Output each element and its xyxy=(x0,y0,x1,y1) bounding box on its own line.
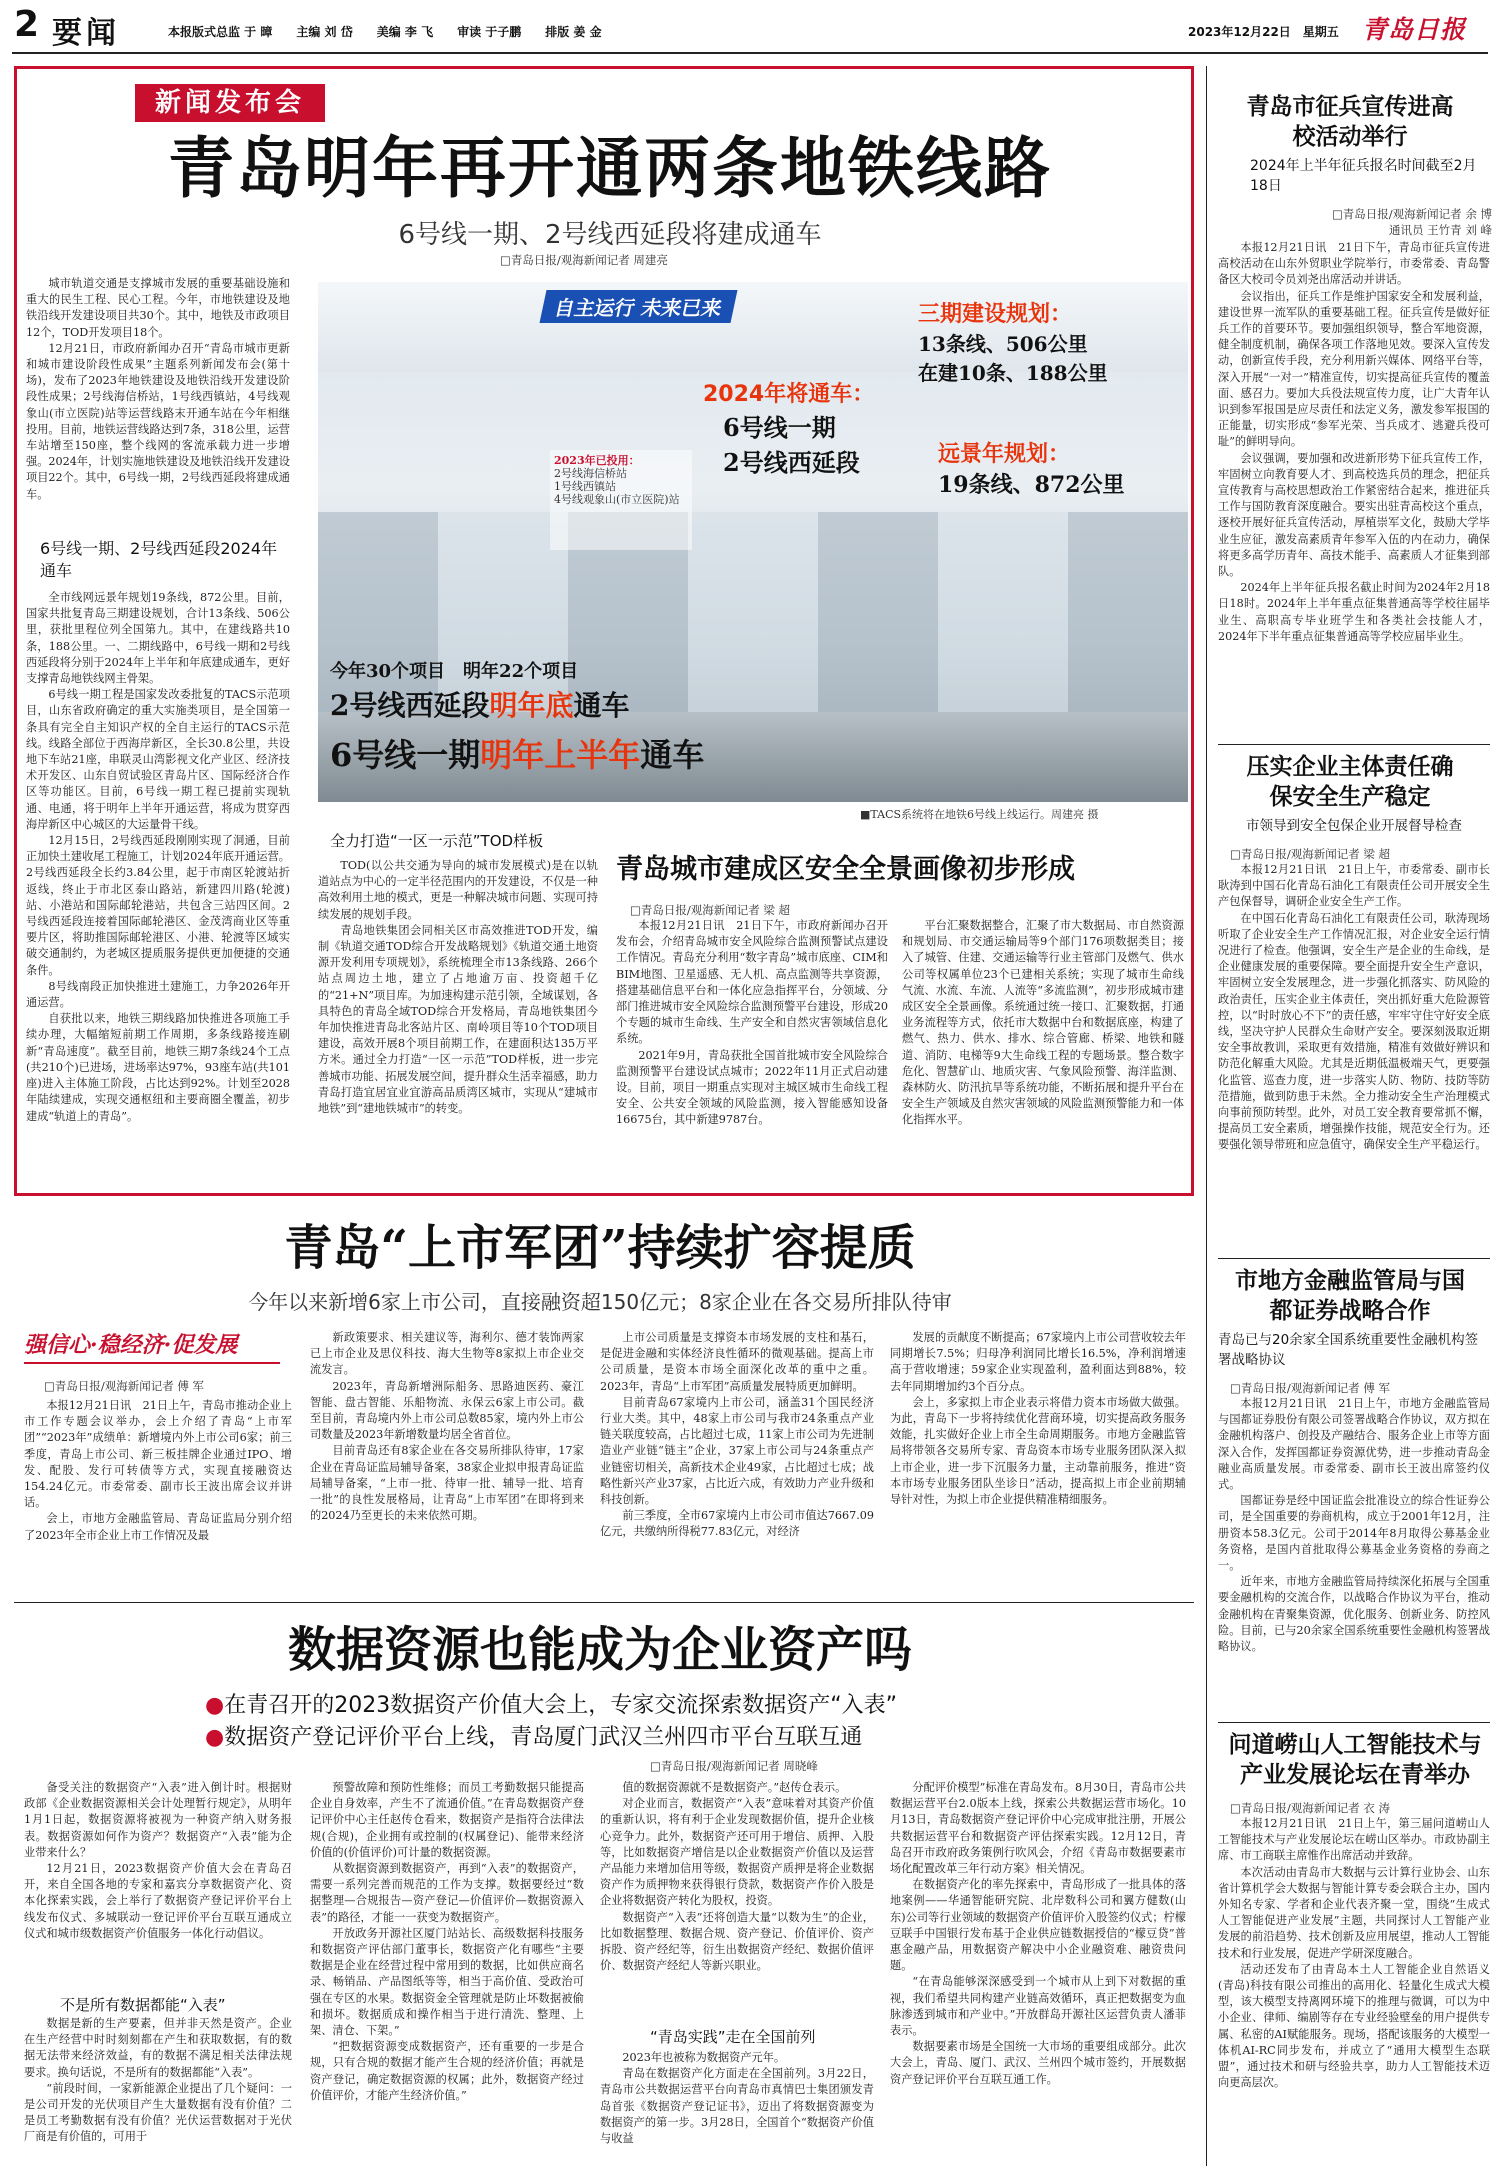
listing-tag-rule xyxy=(24,1362,280,1364)
listing-col1: 本报12月21日讯 21日上午，青岛市推动企业上市工作专题会议举办，会上介绍了青岛“上市军团”“2023年”成绩单：新增境内外上市公司6家；前三季度，青岛上市公司、新三板挂牌企业通过IPO、增发、配股、发行可转债等方式，实现直接融资达154.24亿元。市委常委、副市长王波出席会议并讲话。 会上，市地方金融监管局、青岛证监局分别介绍了2023年全市企业上市工作情况及最 xyxy=(24,1399,292,1542)
side1-byline: □青岛日报/观海新闻记者 余 博 通讯员 王竹青 刘 峰 xyxy=(1331,207,1492,237)
newspaper-logo: 青岛日报 xyxy=(1362,15,1467,44)
masthead xyxy=(0,0,1500,56)
data-byline: □青岛日报/观海新闻记者 周晓峰 xyxy=(650,1759,818,1773)
data-subheading-1: 不是所有数据都能“入表” xyxy=(60,1996,226,2014)
listing-byline: □青岛日报/观海新闻记者 傅 军 xyxy=(44,1379,205,1393)
side3-byline: □青岛日报/观海新闻记者 傅 军 xyxy=(1230,1381,1391,1395)
data-headline: 数据资源也能成为企业资产吗 xyxy=(287,1622,912,1678)
listing-tag: 强信心·稳经济·促发展 xyxy=(24,1332,238,1358)
side1-headline: 青岛市征兵宣传进高校活动举行 xyxy=(1246,93,1454,150)
projects-count: 今年30个项目 明年22个项目 xyxy=(330,661,579,682)
lead-headline: 青岛明年再开通两条地铁线路 xyxy=(168,129,1052,207)
line6-opening: 6号线一期明年上半年通车 xyxy=(330,736,705,774)
lead-col1b-text: 全市线网远景年规划19条线，872公里。目前，国家共批复青岛三期建设规划，合计13条线、506公里，获批里程位列全国第九。其中，在建线路共10条，188公里。一、二期线路中，6号线一期和2号线西延段将分别于2024年上半年和年底建成通车，更好支撑青岛地铁线网主骨架。 6号线一期工程是国家发改委批复的TACS示范项目，山东省政府确定的重大实施类项目，是全国第一条具有完全自主知识产权的全自主运行的TACS示范线。线路全部位于西海岸新区，全长30.8公里，共设地下车站21座，串联灵山湾影视文化产业区、经济技术开发区、山东自贸试验区青岛片区、国际经济合作区等功能区。目前，6号线一期工程已提前实现轨通、电通，将于明年上半年开通运营，将成为贯穿西海岸新区中心城区的大运量骨干线。 12月15日，2号线西延段刚刚实现了洞通，目前正加快土建收尾工程施工，计划2024年底开通运营。2号线西延段全长约3.84公里，起于市南区轮渡站折返线，终止于市北区泰山路站，新建四川路(轮渡)站、小港站和国际邮轮港站，共包含三站四区间。2号线西延段连接着国际邮轮港区、金茂湾商业区等重要片区，将助推国际邮轮港区、小港、轮渡等区域实破交通制约，为老城区提质服务提供更加便捷的交通条件。 8号线南段正加快推进土建施工，力争2026年开通运营。 自获批以来，地铁三期线路加快推进各项施工手续办理，大幅缩短前期工作周期，多条线路接连刷新“青岛速度”。截至目前，地铁三期7条线24个工点(共210个)已进场，进场率达97%，93座车站(共101座)进入主体施工阶段，占比达到92%。计划至2028年陆续建成，实现交通枢纽和主要商圈全覆盖，初步建成“轨道上的青岛”。 xyxy=(26,591,290,1123)
data-col1: 备受关注的数据资产“入表”进入倒计时。根据财政部《企业数据资源相关会计处理暂行规定》，从明年1月1日起，数据资源将被视为一种资产纳入财务报表。数据资源如何作为资产？数据资产“入表”能为企业带来什么？ 12月21日，2023数据资产价值大会在青岛召开，来自全国各地的专家和嘉宾分享数据资产化、资本化探索实践，会上举行了数据资产登记评价平台上线发布仪式、多城联动一登记评价平台互联互通成立仪式和城市级数据资产价值服务一体化行动倡议。 xyxy=(24,1781,292,1940)
side2-byline: □青岛日报/观海新闻记者 梁 超 xyxy=(1230,847,1391,861)
side4-text: 本报12月21日讯 21日上午，第三届问道崂山人工智能技术与产业发展论坛在崂山区举办。市政协副主席、市工商联主席惟作出席活动并致辞。 本次活动由青岛市大数据与云计算行业协会、山东省计算机学会大数据与智能计算专委会联合主办，国内外知名专家、学者和企业代表齐聚一堂，围绕“生成式人工智能促进产业发展”主题，共同探讨人工智能产业发展的前沿趋势、技术创新及应用展望，推动人工智能技术和行业发展，促进产学研深度融合。 活动还发布了由青岛本土人工智能企业自然语义(青岛)科技有限公司推出的高用化、轻量化生成式大模型，该大模型支持离网环境下的推理与微调，可以为中小企业、律师、编剧等存在专业经验壁垒的用户提供专属、私密的AI赋能服务。现场，搭配该服务的大模型一体机AI-RC同步发布，并成立了“通用大模型生态联盟”，通过技术和研与经验共享，助力人工智能技术迈向更高层次。 xyxy=(1218,1817,1490,2090)
masthead-rule xyxy=(12,52,1488,54)
far-plan-box: 远景年规划： 19条线、872公里 xyxy=(938,442,1125,498)
data-col4: 分配评价模型”标准在青岛发布。8月30日，青岛市公共数据运营平台2.0版本上线，探索公共数据运营市场化。10月13日，青岛数据资产登记评价中心完成审批注册，开展公共数据运营平台和数据资产评估探索实践。12月12日，青岛召开市政府政务策例行吹风会，介绍《青岛市数据要素市场化配置改革三年行动方案》相关情况。 在数据资产化的率先探索中，青岛形成了一批具体的落地案例——华通智能研究院、北岸数科公司和翼方健数(山东)公司等行业领域的数据资产价值评价入股签约仪式；柠檬豆联手中国银行发布基于企业供应链数据授信的“檬豆贷”普惠金融产品，用数据资产解决中小企业融资难、融资贵问题。 “在青岛能够深深感受到一个城市从上到下对数据的重视，我们希望共同构建产业链高效循环，真正把数据变为血脉渗透到城市和产业中。”开放群岛开源社区运营负责人潘菲表示。 数据要素市场是全国统一大市场的重要组成部分。此次大会上，青岛、厦门、武汉、兰州四个城市签约，开展数据资产登记评价平台互联互通工作。 xyxy=(890,1781,1186,2086)
side-rule-3 xyxy=(1218,1722,1490,1723)
data-col1b: 数据是新的生产要素，但并非天然是资产。企业在生产经营中时时刻刻都在产生和获取数据，有的数据无法带来经济效益，有的数据不满足相关法律法规要求。换句话说，不是所有的数据都能“入表”。 “前段时间，一家新能源企业提出了几个疑问：一是公司开发的光伏项目产生大量数据有没有价值？二是员工考勤数据有没有价值？光伏运营数据对于光伏厂商是有价值的，可用于 xyxy=(24,2017,292,2144)
section-name: 要闻 xyxy=(52,16,120,51)
listing-col4: 发展的贡献度不断提高；67家境内上市公司营收较去年同期增长7.5%；归母净利润同比增长16.5%，净利润增速高于营收增速；59家企业实现盈利，盈利面达到88%，较去年同期增加约3个百分点。 会上，多家拟上市企业表示将借力资本市场做大做强。为此，青岛下一步将持续优化营商环境，切实提高政务服务效能，扎实做好企业上市全生命周期服务。市地方金融监管局将带领各交易所专家、青岛资本市场专业服务团队深入拟上市企业，进一步下沉服务力量，主动靠前服务，推进“资本市场专业服务团队坐诊日”活动，提高拟上市企业前期辅导针对性，为拟上市企业提供精准精细服务。 xyxy=(890,1331,1186,1507)
safety-col1: 本报12月21日讯 21日下午，市政府新闻办召开发布会，介绍青岛城市安全风险综合监测预警试点建设工作情况。青岛充分利用“数字青岛”城市底座、CIM和BIM地图、卫星遥感、无人机、高点监测等共享资源，搭建基础信息平台和一体化应急指挥平台，分领域、分部门推进城市安全风险综合监测预警平台建设，形成20个专题的城市生命线、生产安全和自然灾害领域信息化系统。 2021年9月，青岛获批全国首批城市安全风险综合监测预警平台建设试点城市；2022年11月正式启动建设。目前，项目一期重点实现对主城区城市生命线工程安全、公共安全领域的风险监测，接入智能感知设备16675台，其中新建9787台。 xyxy=(616,919,888,1127)
listing-col2: 新政策要求、相关建议等，海利尔、德才装饰两家已上市企业及思仪科技、海大生物等8家拟上市企业交流发言。 2023年，青岛新增洲际船务、思路迪医药、豪江智能、盘古智能、乐船物流、永保云6家上市公司。截至目前，青岛境内外上市公司总数85家，境内外上市公司数量及2023年新增数量均居全省首位。 目前青岛还有8家企业在各交易所排队待审，17家企业在青岛证监局辅导备案，38家企业拟申报青岛证监局辅导备案，“上市一批、待审一批、辅导一批、培育一批”的良性发展格局，让青岛“上市军团”在即将到来的2024乃至更长的未来依然可期。 xyxy=(310,1331,584,1523)
lead-col2-text: TOD(以公共交通为导向的城市发展模式)是在以轨道站点为中心的一定半径范围内的开发建设，不仅是一种高效利用土地的模式，更是一种解决城市问题、实现可持续发展的规划手段。 青岛地铁集团会同相关区市高效推进TOD开发，编制《轨道交通TOD综合开发战略规划》《轨道交通土地资源开发利用专项规划》，系统梳理全市13条线路、266个站点周边土地，建立了占地逾万亩、投资超千亿的“21+N”项目库。为加速构建示范引领，全域谋划，各具特色的青岛全域TOD综合开发格局，青岛地铁集团今年加快推进青岛北客站片区、南岭项目等10个TOD项目建设，高效开展8个项目前期工作，在建面积达135万平方米。通过全力打造“一区一示范”TOD样板，进一步完善城市功能、拓展发展空间，提升群众生活幸福感，助力青岛打造宜居宜业宜游高品质湾区城市，实现从“建城市地铁”到“建地铁城市”的转变。 xyxy=(318,859,598,1116)
side2-text: 本报12月21日讯 21日上午，市委常委、副市长耿涛到中国石化青岛石油化工有限责任公司开展安全生产包保督导，调研企业安全生产工作。 在中国石化青岛石油化工有限责任公司，耿涛现场听取了企业安全生产工作情况汇报，对企业安全运行情况进行了检查。他强调，安全生产是企业的生命线，是企业健康发展的重要保障。要全面提升安全生产意识，牢固树立安全发展理念，进一步强化抓落实、防风险的政治责任，压实企业主体责任，突出抓好重大危险源管控，以“时时放心不下”的责任感，牢牢守住守好安全底线，坚决守护人民群众生命财产安全。要深刻汲取近期安全事故教训，采取更有效措施，精准有效做好辨识和防范化解重大风险。尤其是近期低温极端天气，更要强化监管、巡查力度，进一步落实人防、物防、技防等防范措施，做到防患于未然。全力推动安全生产治理模式向事前预防转型。此外，对员工安全教育要常抓不懈，提高员工安全素质，增强操作技能，规范安全行为。还要强化领导带班和应急值守，确保安全生产平稳运行。 xyxy=(1218,863,1490,1152)
photo-caption: ■TACS系统将在地铁6号线上线运行。周建亮 摄 xyxy=(860,808,1099,821)
side4-headline: 问道崂山人工智能技术与产业发展论坛在青举办 xyxy=(1228,1731,1482,1788)
data-bullet-1: ●在青召开的2023数据资产价值大会上，专家交流探索数据资产“入表” xyxy=(205,1693,897,1718)
safety-col2: 平台汇聚数据整合，汇聚了市大数据局、市自然资源和规划局、市交通运输局等9个部门176项数据类目；接入了城管、住建、交通运输等行业主管部门及燃气、供水公司等权属单位23个已建相关系统；实现了城市生命线气流、水流、车流、人流等“多流监测”，初步形成城市建成区安全全景画像。系统通过统一接口、汇聚数据，打通业务流程等方式，依托市大数据中台和数据底座，构建了燃气、热力、供水、排水、综合管廊、桥梁、地铁和隧道、消防、电梯等9大生命线工程的专题场景。整合数字危化、智慧矿山、地质灾害、气象风险预警、海洋监测、森林防火、防汛抗旱等系统功能，不断拓展和提升平台在安全生产领域及自然灾害领域的风险监测预警能力和一体化指挥水平。 xyxy=(902,919,1184,1127)
lead-byline: □青岛日报/观海新闻记者 周建亮 xyxy=(500,253,668,267)
listing-col3: 上市公司质量是支撑资本市场发展的支柱和基石，是促进金融和实体经济良性循环的微观基础。提高上市公司质量，是资本市场全面深化改革的重中之重。2023年，青岛“上市军团”高质量发展特质更加鲜明。 目前青岛67家境内上市公司，涵盖31个国民经济行业大类。其中，48家上市公司与我市24条重点产业链关联度较高，占比超过七成，11家上市公司为先进制造业产业链“链主”企业，37家上市公司与24条重点产业链密切相关，高新技术企业49家，占比超过七成；战略性新兴产业37家，占比近六成，有效助力产业升级和科技创新。 前三季度，全市67家境内上市公司市值达7667.09亿元，共缴纳所得税77.83亿元，对经济 xyxy=(600,1331,874,1539)
side2-headline: 压实企业主体责任确保安全生产稳定 xyxy=(1246,753,1454,810)
press-conference-tag: 新闻发布会 xyxy=(135,84,325,122)
data-col3: 值的数据资源就不是数据资产。”赵传仓表示。 对企业而言，数据资产“入表”意味着对其资产价值的重新认识，将有利于企业发现数据价值，提升企业核心竞争力。此外，数据资产还可用于增信、质押、入股等，比如数据资产增信是以企业数据资产价值以及运营产品能力来增加信用等级，数据资产质押是将企业数据资产作为质押物来获得银行贷款，数据资产作价入股是企业将数据资产转化为股权，投资。 数据资产“入表”还将创造大量“以数为生”的企业，比如数据整理、数据合规、资产登记、价值评价、资产拆股、资产经纪等，衍生出数据资产经纪、数据价值评价、数据资产经纪人等新兴职业。 xyxy=(600,1781,874,1973)
lead-col1-text: 城市轨道交通是支撑城市发展的重要基础设施和重大的民生工程、民心工程。今年，市地铁建设及地铁沿线开发建设项目共30个。其中，地铁及市政项目12个，TOD开发项目18个。 12月21日，市政府新闻办召开“青岛市城市更新和城市建设阶段性成果”主题系列新闻发布会(第十场)，发布了2023年地铁建设及地铁沿线开发建设阶段性成果；2号线海信桥站，1号线西镇站，4号线观象山(市立医院)站等运营线路末开通车站在今年相继投用。目前，地铁运营线路达到7条，318公里，运营车站增至150座，整个线网的客流承载力进一步增强。2024年，计划实施地铁建设及地铁沿线开发建设项目22个。其中，6号线一期，2号线西延段将建成通车。 xyxy=(26,277,290,501)
editor-line: 本报版式总监 于 暲 主编 刘 岱 美编 李 飞 审读 于子鹏 排版 姜 金 xyxy=(168,25,602,39)
side3-subhead: 青岛已与20余家全国系统重要性金融机构签署战略协议 xyxy=(1218,1332,1479,1368)
bullet-dot-icon: ● xyxy=(205,1693,225,1718)
autonomous-banner: 自主运行 未来已来 xyxy=(539,290,737,323)
listing-headline: 青岛“上市军团”持续扩容提质 xyxy=(284,1220,916,1276)
2024-opening-box: 2024年将通车： 6号线一期 2号线西延段 xyxy=(703,382,875,477)
side3-text: 本报12月21日讯 21日上午，市地方金融监管局与国都证券股份有限公司签署战略合作协议，双方拟在金融机构落户、创投及产融结合、服务企业上市等方面深入合作，发挥国都证券资源优势，进一步推动青岛金融业高质量发展。市委常委、副市长王波出席签约仪式。 国都证券是经中国证监会批准设立的综合性证券公司，是全国重要的券商机构，成立于2001年12月，注册资本58.3亿元。公司于2014年8月取得公募基金业务资格，是国内首批取得公募基金业务资格的券商之一。 近年来，市地方金融监管局持续深化拓展与全国重要金融机构的交流合作，以战略合作协议为平台，推动金融机构在青聚集资源，优化服务、创新业务、防控风险。目前，已与20余家全国系统重要性金融机构签署战略协议。 xyxy=(1218,1397,1490,1654)
side1-subhead: 2024年上半年征兵报名时间截至2月18日 xyxy=(1250,158,1477,194)
issue-date: 2023年12月22日 星期五 xyxy=(1188,25,1339,39)
sidebar-divider xyxy=(1206,66,1207,2166)
side4-byline: □青岛日报/观海新闻记者 衣 涛 xyxy=(1230,1801,1391,1815)
phase3-plan-box: 三期建设规划： 13条线、506公里 在建10条、188公里 xyxy=(918,302,1108,385)
page-number: 2 xyxy=(14,4,40,45)
subway-photo xyxy=(318,282,1188,802)
tod-subheading: 全力打造“一区一示范”TOD样板 xyxy=(330,832,544,850)
lead-subheading-1: 6号线一期、2号线西延段2024年通车 xyxy=(40,539,278,580)
data-col2: 预警故障和预防性维修；而员工考勤数据只能提高企业自身效率，产生不了流通价值。”在青岛数据资产登记评价中心主任赵传仓看来，数据资产是指符合法律法规(合规)，企业拥有或控制的(权属登记)、能带来经济价值的(价值评价)可计量的数据资源。 从数据资源到数据资产，再到“入表”的数据资产，需要一系列完善而规范的工作为支撑。数据要经过“数据整理—合规报告—资产登记—价值评价—数据资源入表”的路径，才能一一获变为数据资产。 开放政务开源社区厦门站站长、高级数据科技服务和数据资产评估部门董事长，数据资产化有哪些“主要数据是企业在经营过程中常用到的数据，比如供应商名录、畅销品、产品图纸等等，相当于高价值、受政治可强在专区的水果。数据资金全管理就是防止坏数据被偷和损坏。数据质成和操作相当于进行清洗、整理、上架、清仓、下架。” “把数据资源变成数据资产，还有重要的一步是合规，只有合规的数据才能产生合规的经济价值；再就是资产登记，确定数据资源的权属；此外，数据资产经过价值评价，才能产生经济价值。” xyxy=(310,1781,584,2102)
line2-opening: 2号线西延段明年底通车 xyxy=(330,689,630,722)
safety-byline: □青岛日报/观海新闻记者 梁 超 xyxy=(630,903,791,917)
bullet-dot-icon: ● xyxy=(205,1725,225,1750)
safety-headline: 青岛城市建成区安全全景画像初步形成 xyxy=(616,854,1075,885)
side3-headline: 市地方金融监管局与国都证券战略合作 xyxy=(1235,1267,1465,1324)
listing-subhead: 今年以来新增6家上市公司，直接融资超150亿元；8家企业在各交易所排队待审 xyxy=(248,1290,952,1314)
data-bullet-2: ●数据资产登记评价平台上线，青岛厦门武汉兰州四市平台互联互通 xyxy=(205,1725,863,1750)
section-divider xyxy=(14,1602,1194,1603)
side1-text: 本报12月21日讯 21日下午，青岛市征兵宣传进高校活动在山东外贸职业学院举行，市委常委、青岛警备区大校司令员刘尧出席活动并讲话。 会议指出，征兵工作是维护国家安全和发展利益，建设世界一流军队的重要基础工程。征兵宣传是做好征兵工作的首要环节。要加强组织领导，整合军地资源，健全制度机制，确保各项工作落地见效。要深入宣传发动，创新宣传手段，充分利用新兴媒体、网络平台等，深入开展“一对一”精准宣传，切实提高征兵宣传的覆盖面、感召力。要加大兵役法规宣传力度，让广大青年认识到参军报国是应尽责任和法定义务，激发参军报国的正能量，切实形成“参军光荣、当兵成才、逃避兵役可耻”的鲜明导向。 会议强调，要加强和改进新形势下征兵宣传工作，牢固树立向教育要人才、到高校选兵员的理念，把征兵宣传教育与高校思想政治工作紧密结合起来，推进征兵工作与国防教育深度融合。要实出驻青高校这个重点，逐校开展好征兵宣传活动，厚植崇军文化，鼓励大学毕业生应征，激发高素质青年参军入伍的内在动力，确保将更多高学历青年、高技术能手、高素质人才征集到部队。 2024年上半年征兵报名截止时间为2024年2月18日18时。2024年上半年重点征集普通高等学校往届毕业生、高职高专毕业班学生和各类社会技能人才，2024年下半年重点征集普通高等学校应届毕业生。 xyxy=(1218,241,1490,643)
data-subheading-2: “青岛实践”走在全国前列 xyxy=(650,2028,816,2046)
side-rule-1 xyxy=(1218,744,1490,745)
side-rule-2 xyxy=(1218,1258,1490,1259)
side2-subhead: 市领导到安全包保企业开展督导检查 xyxy=(1246,818,1462,834)
opened-stations-box: 2023年已投用： 2号线海信桥站 1号线西镇站 4号线观象山(市立医院)站 xyxy=(550,450,692,550)
lead-subhead: 6号线一期、2号线西延段将建成通车 xyxy=(398,220,822,250)
data-col3b: 2023年也被称为数据资产元年。 青岛在数据资产化方面走在全国前列。3月22日，青岛市公共数据运营平台向青岛市真情巴士集团颁发青岛首张《数据资产登记证书》，迈出了将数据资源变为数据资产的第一步。3月28日，全国首个“数据资产价值与收益 xyxy=(600,2051,874,2146)
